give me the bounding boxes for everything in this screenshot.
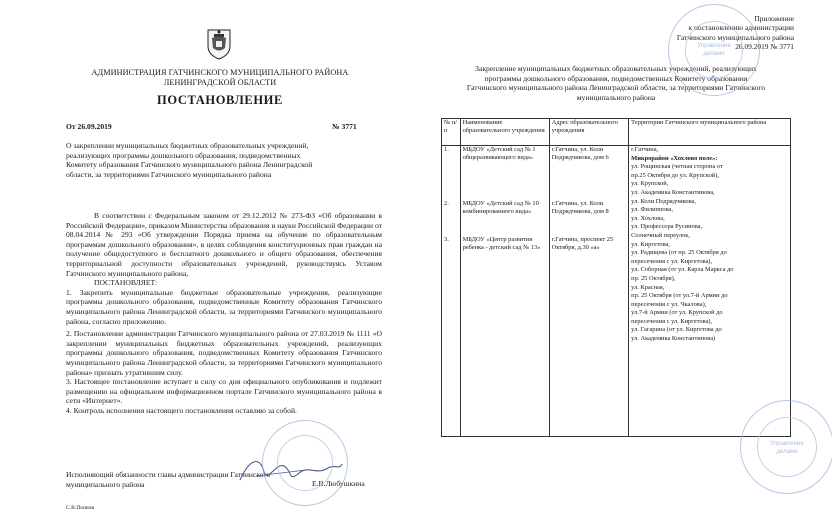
- row-2-institution: МБДОУ «Детский сад № 10 комбинированного вида»: [462, 200, 539, 215]
- header-institution: Наименование образовательного учреждения: [460, 119, 549, 146]
- address-column: [549, 146, 628, 437]
- appendix-stamp-top: [668, 4, 760, 96]
- header-address: Адрес образовательного учреждения: [549, 119, 628, 146]
- administration-name: АДМИНИСТРАЦИЯ ГАТЧИНСКОГО МУНИЦИПАЛЬНОГО РАЙОНА: [91, 68, 349, 77]
- appendix-ref-3: 26.09.2019 № 3771: [735, 42, 794, 52]
- point-3: 3. Настоящее постановление вступает в силу со дня официального опубликования и подлежит размещению на официальном информационном портале Гатчинского муниципального района в сети «Интернет».: [66, 377, 382, 406]
- territories-cell: [629, 146, 791, 437]
- street-item: ул. Филиппова,: [631, 206, 673, 214]
- stamp-inner-ring: [685, 21, 743, 79]
- territory-city: г.Гатчина,: [631, 146, 659, 153]
- street-item: ул. Гагарина (от ул. Киргетова до: [631, 326, 722, 334]
- stamp-text-bottom-2: делами: [776, 449, 798, 455]
- stamp-inner-ring: [277, 435, 333, 491]
- appendix-ref-2: Гатчинского муниципального района: [676, 32, 794, 42]
- appendix-label: Приложение: [754, 14, 794, 23]
- street-item: ул. Соборная (от ул. Карла Маркса до: [631, 266, 734, 274]
- table-row: [442, 146, 791, 437]
- institutions-table: [441, 118, 791, 437]
- header-territories: Территории Гатчинского муниципального района: [629, 119, 791, 146]
- row-1-institution: МБДОУ «Детский сад № 1 общеразвивающего вида»: [462, 146, 536, 161]
- street-item: Солнечный переулок,: [631, 231, 690, 239]
- document-subject: О закреплении муниципальных бюджетных образовательных учреждений, реализующих программы дошкольного образования, подведомственных Комитету образования Гатчинского муниципального района Ленинградской области, за территориями Гатчинского муниципального района: [66, 141, 313, 179]
- executor-name: С.В.Попков: [66, 505, 94, 511]
- document-title: ПОСТАНОВЛЕНИЕ: [157, 93, 283, 107]
- street-item: ул. Профессора Русинова,: [631, 223, 703, 231]
- street-item: пересечения с ул. Киргетова),: [631, 257, 713, 265]
- stamp-inner-ring: [757, 417, 817, 477]
- point-4: 4. Контроль исполнения настоящего постановления оставляю за собой.: [66, 405, 297, 415]
- street-item: ул. Красная,: [631, 283, 665, 291]
- official-stamp: [262, 420, 348, 506]
- appendix-ref-1: к постановлению администрации: [688, 23, 794, 33]
- street-item: ул. Рощинская (четная сторона от: [631, 163, 723, 171]
- row-2-number: 2.: [444, 200, 449, 207]
- signer-name: Е.В.Любушкина: [312, 479, 365, 488]
- row-3-number: 3.: [444, 236, 449, 243]
- street-item: ул. Коли Подрядчикова,: [631, 197, 696, 205]
- stamp-text-top: Управление: [697, 43, 731, 49]
- number-column: [442, 146, 461, 437]
- header-number: № п/п: [442, 119, 461, 146]
- row-3-address: г.Гатчина, проспект 25 Октября, д.30 «а»: [551, 236, 614, 251]
- point-2: 2. Постановление администрации Гатчинского муниципального района от 27.03.2019 № 1111 «О закреплении муниципальных бюджетных образовательных учреждений, реализующих программы дошкольного образования, подведомственных Комитету образования Гатчинского муниципального района Ленинградской области, за территориями Гатчинского муниципального района» признать утратившим силу.: [66, 329, 382, 377]
- territory-district: Микрорайон «Хохлово поле»:: [631, 154, 718, 162]
- street-item: ул.7-й Армии (от ул. Крупской до: [631, 309, 723, 317]
- table-header-row: [442, 119, 791, 146]
- institution-column: [460, 146, 549, 437]
- administration-header: [70, 68, 370, 88]
- street-item: ул. Крупской,: [631, 180, 669, 188]
- resolve-word: ПОСТАНОВЛЯЕТ:: [94, 278, 158, 288]
- street-item: ул. Академика Константинова): [631, 335, 716, 343]
- stamp-text-top-2: делами: [703, 51, 725, 57]
- street-item: ул. Радищева (от пр. 25 Октября до: [631, 249, 727, 257]
- row-3-institution: МБДОУ «Центр развития ребенка - детский сад № 13»: [462, 236, 541, 251]
- document-number: № 3771: [332, 122, 357, 131]
- row-1-address: г.Гатчина, ул. Коли Подрядчикова, дом 6: [551, 146, 609, 161]
- street-item: пересечения с ул. Киргетова),: [631, 317, 713, 325]
- stamp-text-bottom: Управление: [770, 441, 804, 447]
- region-name: ЛЕНИНГРАДСКОЙ ОБЛАСТИ: [163, 78, 277, 87]
- point-1: 1. Закрепить муниципальные бюджетные образовательные учреждения, реализующие программы дошкольного образования, подведомственные Комитету образования Гатчинского муниципального района Ленинградской области, за территориями Гатчинского муниципального района, согласно приложению.: [66, 287, 382, 326]
- street-item: ул. Хохлова,: [631, 214, 665, 222]
- row-1-number: 1.: [444, 146, 449, 153]
- street-item: ул. Киргетова,: [631, 240, 670, 248]
- street-item: пр. 25 Октября),: [631, 274, 676, 282]
- coat-of-arms-icon: [205, 26, 233, 60]
- acting-head-title: Исполняющий обязанности главы администрации Гатчинского муниципального района: [66, 470, 271, 489]
- document-date: От 26.09.2019: [66, 122, 112, 131]
- document-body: [66, 211, 382, 415]
- street-item: пр.25 Октября до ул. Крупской),: [631, 171, 719, 179]
- appendix-stamp-bottom: [740, 400, 832, 494]
- street-item: пересечения с ул. Чкалова),: [631, 300, 707, 308]
- preamble: В соответствии с Федеральным законом от 29.12.2012 № 273-ФЗ «Об образовании в Российской Федерации», приказом Министерства образования и науки Российской Федерации от 08.04.2014 № 293 «Об утверждении Порядка приема на обучение по образовательным программам дошкольного образования», в целях соблюдения конституционных прав граждан на получение общедоступного и бесплатного дошкольного и общего образования, обеспечения территориальной доступности образовательных учреждений, руководствуясь Уставом Гатчинского муниципального района,: [66, 211, 382, 278]
- street-item: пр. 25 Октября (от ул.7-й Армии до: [631, 292, 728, 300]
- appendix-heading: Закрепление муниципальных бюджетных образовательных учреждений, реализующих программы дошкольного образования, подведомственных Комитету образования Гатчинского муниципального района Ленинградской области, за территориями Гатчинского муниципального района: [466, 64, 766, 102]
- row-2-address: г.Гатчина, ул. Коли Подрядчикова, дом 8: [551, 200, 609, 215]
- street-item: ул. Академика Константинова,: [631, 188, 715, 196]
